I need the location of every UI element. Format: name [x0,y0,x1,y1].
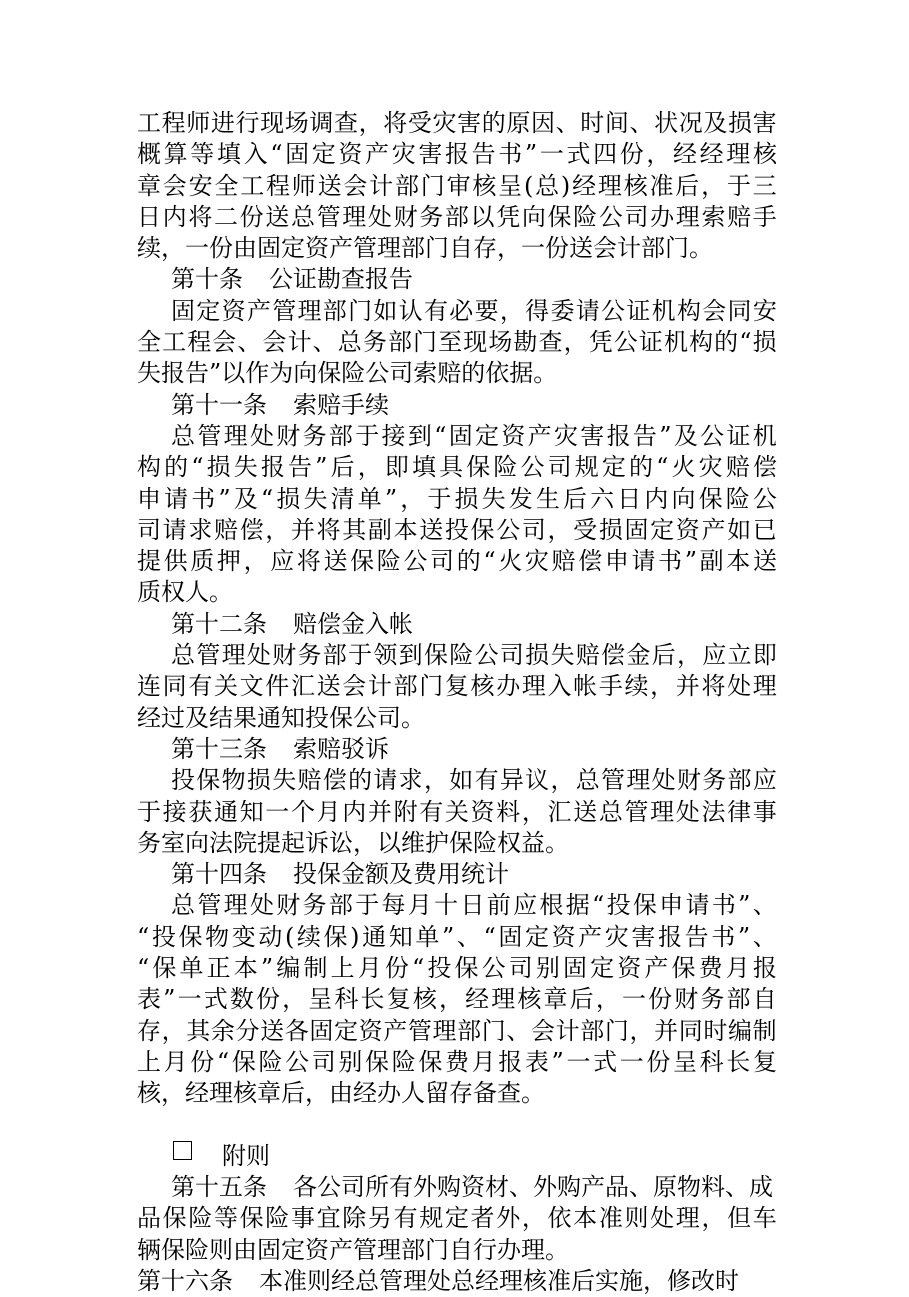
text-line: 构 的 “ 损 失 报 告 ” 后 ， 即 填 具 保 险 公 司 规 定 的 “ 火 灾 赔 偿 [137,453,777,482]
text-line: 连 同 有 关 文 件 汇 送 会 计 部 门 复 核 办 理 入 帐 手 续 ， 并 将 处 理 [137,672,777,701]
article-text: 本准则经总管理处总经理核准后实施，修改时 [259,1266,739,1295]
text-line: 失报告”以作为向保险公司索赔的依据。 [137,359,558,388]
article-14-heading [137,859,777,890]
text-line: 日 内 将 二 份 送 总 管 理 处 财 务 部 以 凭 向 保 险 公 司 办 理 索 赔 手 [137,202,777,231]
article-title: 索赔驳诉 [293,734,389,763]
text-line: 概 算 等 填 入 “ 固 定 资 产 灾 害 报 告 书 ” 一 式 四 份 ， 经 经 理 核 [137,140,777,169]
text-line: “ 投 保 物 变 动 ( 续 保 ) 通 知 单 ” 、 “ 固 定 资 产 灾 害 报 告 书 ” 、 [137,922,777,951]
text-line: 经过及结果通知投保公司。 [137,703,425,732]
text-line: 章 会 安 全 工 程 师 送 会 计 部 门 审 核 呈 ( 总 ) 经 理 核 准 后 ， 于 三 [137,171,777,200]
text-line: 辆保险则由固定资产管理部门自行办理。 [137,1235,569,1264]
article-10-heading [137,264,777,295]
text-line: 全 工 程 会 、 会 计 、 总 务 部 门 至 现 场 勘 查 ， 凭 公 证 机 构 的 “ 损 [137,328,777,357]
article-title: 公证勘查报告 [269,265,413,294]
text-line: 核，经理核章后，由经办人留存备查。 [137,1079,545,1108]
article-title: 投保金额及费用统计 [293,860,509,889]
text-line: 质权人。 [137,578,233,607]
text-line: 固 定 资 产 管 理 部 门 如 认 有 必 要 ， 得 委 请 公 证 机 构 会 同 安 [171,296,777,325]
article-13-heading [137,734,777,765]
text-line: 申 请 书 ” 及 “ 损 失 清 单 ” ， 于 损 失 发 生 后 六 日 内 向 保 险 公 [137,484,777,513]
text-line: 投 保 物 损 失 赔 偿 的 请 求 ， 如 有 异 议 ， 总 管 理 处 财 务 部 应 [171,766,777,795]
paragraph-claim-procedure [137,421,777,609]
text-line: 工 程 师 进 行 现 场 调 查 ， 将 受 灾 害 的 原 因 、 时 间 、 状 况 及 损 害 [137,109,777,137]
blank-line [137,1110,777,1141]
section-title: 附则 [222,1141,270,1170]
text-line: 务室向法院提起诉讼，以维护保险权益。 [137,828,569,857]
text-line: “ 保 单 正 本 ” 编 制 上 月 份 “ 投 保 公 司 别 固 定 资 产 保 费 月 报 [137,954,777,983]
text-line: 续，一份由固定资产管理部门自存，一份送会计部门。 [137,234,713,263]
text-line: 品 保 险 等 保 险 事 宜 除 另 有 规 定 者 外 ， 依 本 准 则 处 理 ， 但 车 [137,1204,777,1233]
document-page [137,108,777,1297]
text-line: 提 供 质 押 ， 应 将 送 保 险 公 司 的 “ 火 灾 赔 偿 申 请 书 ” 副 本 送 [137,547,777,576]
text-line: 上 月 份 “ 保 险 公 司 别 保 险 保 费 月 报 表 ” 一 式 一 份 呈 科 长 复 [137,1047,777,1076]
checkbox-square-icon [173,1141,192,1160]
text-line: 表 ” 一 式 数 份 ， 呈 科 长 复 核 ， 经 理 核 章 后 ， 一 份 财 务 部 自 [137,985,777,1014]
article-16 [137,1266,777,1297]
article-number: 第十四条 [171,860,267,889]
paragraph-compensation-entry [137,640,777,734]
article-number: 第十一条 [171,390,267,419]
paragraph-damage-report [137,108,777,264]
text-line: 于 接 获 通 知 一 个 月 内 并 附 有 关 资 料 ， 汇 送 总 管 理 处 法 律 事 [137,797,777,826]
text-line: 司 请 求 赔 偿 ， 并 将 其 副 本 送 投 保 公 司 ， 受 损 固 定 资 产 如 已 [137,515,777,544]
paragraph-claim-dispute [137,765,777,859]
article-title: 赔偿金入帐 [293,609,413,638]
paragraph-premium-statistics [137,890,777,1109]
article-number: 第十二条 [171,609,267,638]
article-11-heading [137,390,777,421]
article-number: 第十条 [171,265,243,294]
section-heading-supplementary [137,1141,777,1172]
text-line: 总 管 理 处 财 务 部 于 领 到 保 险 公 司 损 失 赔 偿 金 后 ， 应 立 即 [171,641,777,670]
paragraph-notary-survey [137,296,777,390]
text-line: 存 ， 其 余 分 送 各 固 定 资 产 管 理 部 门 、 会 计 部 门 ， 并 同 时 编 制 [137,1016,777,1045]
article-number: 第十三条 [171,734,267,763]
text-line: 总 管 理 处 财 务 部 于 每 月 十 日 前 应 根 据 “ 投 保 申 请 书 ” 、 [171,891,777,920]
article-title: 索赔手续 [293,390,389,419]
article-number: 第十六条 [137,1266,233,1295]
article-15 [137,1172,777,1266]
article-number: 第十五条 [171,1173,267,1202]
text-line: 总 管 理 处 财 务 部 于 接 到 “ 固 定 资 产 灾 害 报 告 ” 及 公 证 机 [171,421,777,450]
article-15-first-line [137,1172,777,1203]
article-12-heading [137,609,777,640]
article-text: 各公司所有外购资材、外购产品、原物料、成 [293,1173,773,1202]
